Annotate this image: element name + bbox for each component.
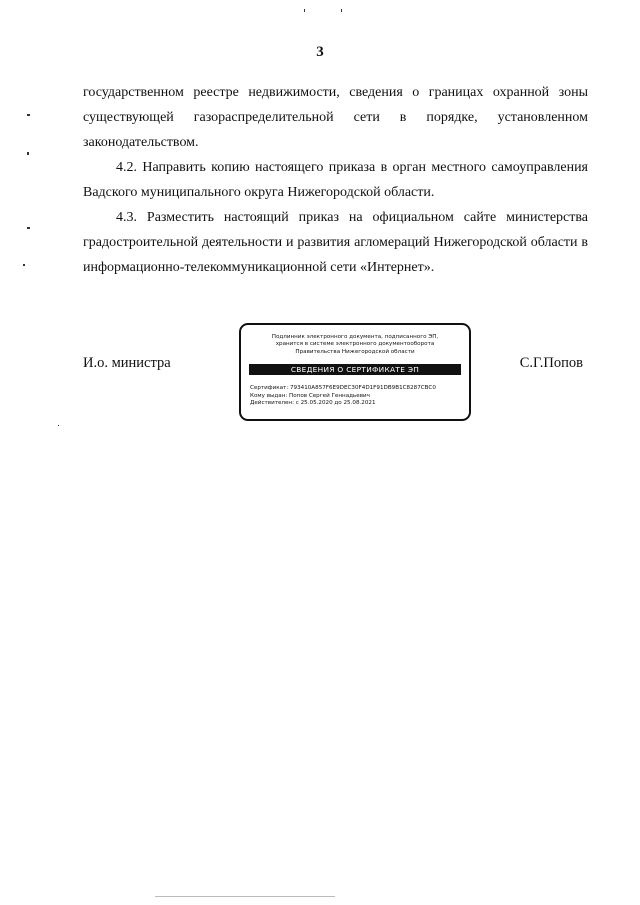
paragraph-4-3	[83, 205, 588, 280]
paragraph-text: 4.2. Направить копию настоящего приказа в орган местного самоуправления Вадского муниципального округа Нижегородской области.	[83, 160, 588, 200]
scan-mark	[23, 264, 25, 266]
signatory-name: С.Г.Попов	[519, 355, 583, 371]
scan-mark	[27, 152, 29, 155]
stamp-header-line: Правительства Нижегородской области	[295, 348, 415, 355]
electronic-signature-stamp	[239, 323, 471, 421]
validity-row	[250, 400, 469, 407]
validity-value: с 25.05.2020 до 25.08.2021	[295, 400, 376, 407]
stamp-certificate-info	[241, 385, 469, 407]
issued-to-label: Кому выдан:	[250, 392, 288, 399]
scan-mark	[155, 896, 335, 897]
scan-mark	[27, 227, 30, 229]
stamp-certificate-bar: СВЕДЕНИЯ О СЕРТИФИКАТЕ ЭП	[249, 364, 461, 375]
paragraph-4-2	[83, 155, 588, 205]
scan-mark	[341, 9, 342, 12]
paragraph-text: 4.3. Разместить настоящий приказ на официальном сайте министерства градостроительной деятельности и развития агломераций Нижегородской области в информационно-телекоммуникационной сети «Интернет».	[83, 210, 588, 275]
paragraph-continuation	[83, 80, 588, 155]
stamp-header	[241, 334, 469, 356]
paragraph-text: государственном реестре недвижимости, сведения о границах охранной зоны существующей газораспределительной сети в порядке, установленном законодательством.	[83, 85, 588, 150]
issued-to-row	[250, 393, 469, 400]
stamp-header-line: хранится в системе электронного документооборота	[275, 341, 435, 348]
stamp-header-line: Подлинник электронного документа, подписанного ЭП,	[271, 334, 439, 340]
certificate-row	[250, 385, 469, 392]
issued-to-value: Попов Сергей Геннадьевич	[289, 392, 370, 399]
certificate-value: 793410A857F6E9DEC30F4D1F91DB9B1C8287CBC0	[289, 385, 436, 392]
validity-label: Действителен:	[250, 400, 294, 407]
scan-mark	[58, 425, 59, 426]
scan-mark	[27, 114, 30, 116]
certificate-label: Сертификат:	[250, 385, 289, 392]
page-number: 3	[316, 44, 324, 60]
signatory-title: И.о. министра	[83, 355, 171, 371]
scan-mark	[304, 9, 305, 12]
